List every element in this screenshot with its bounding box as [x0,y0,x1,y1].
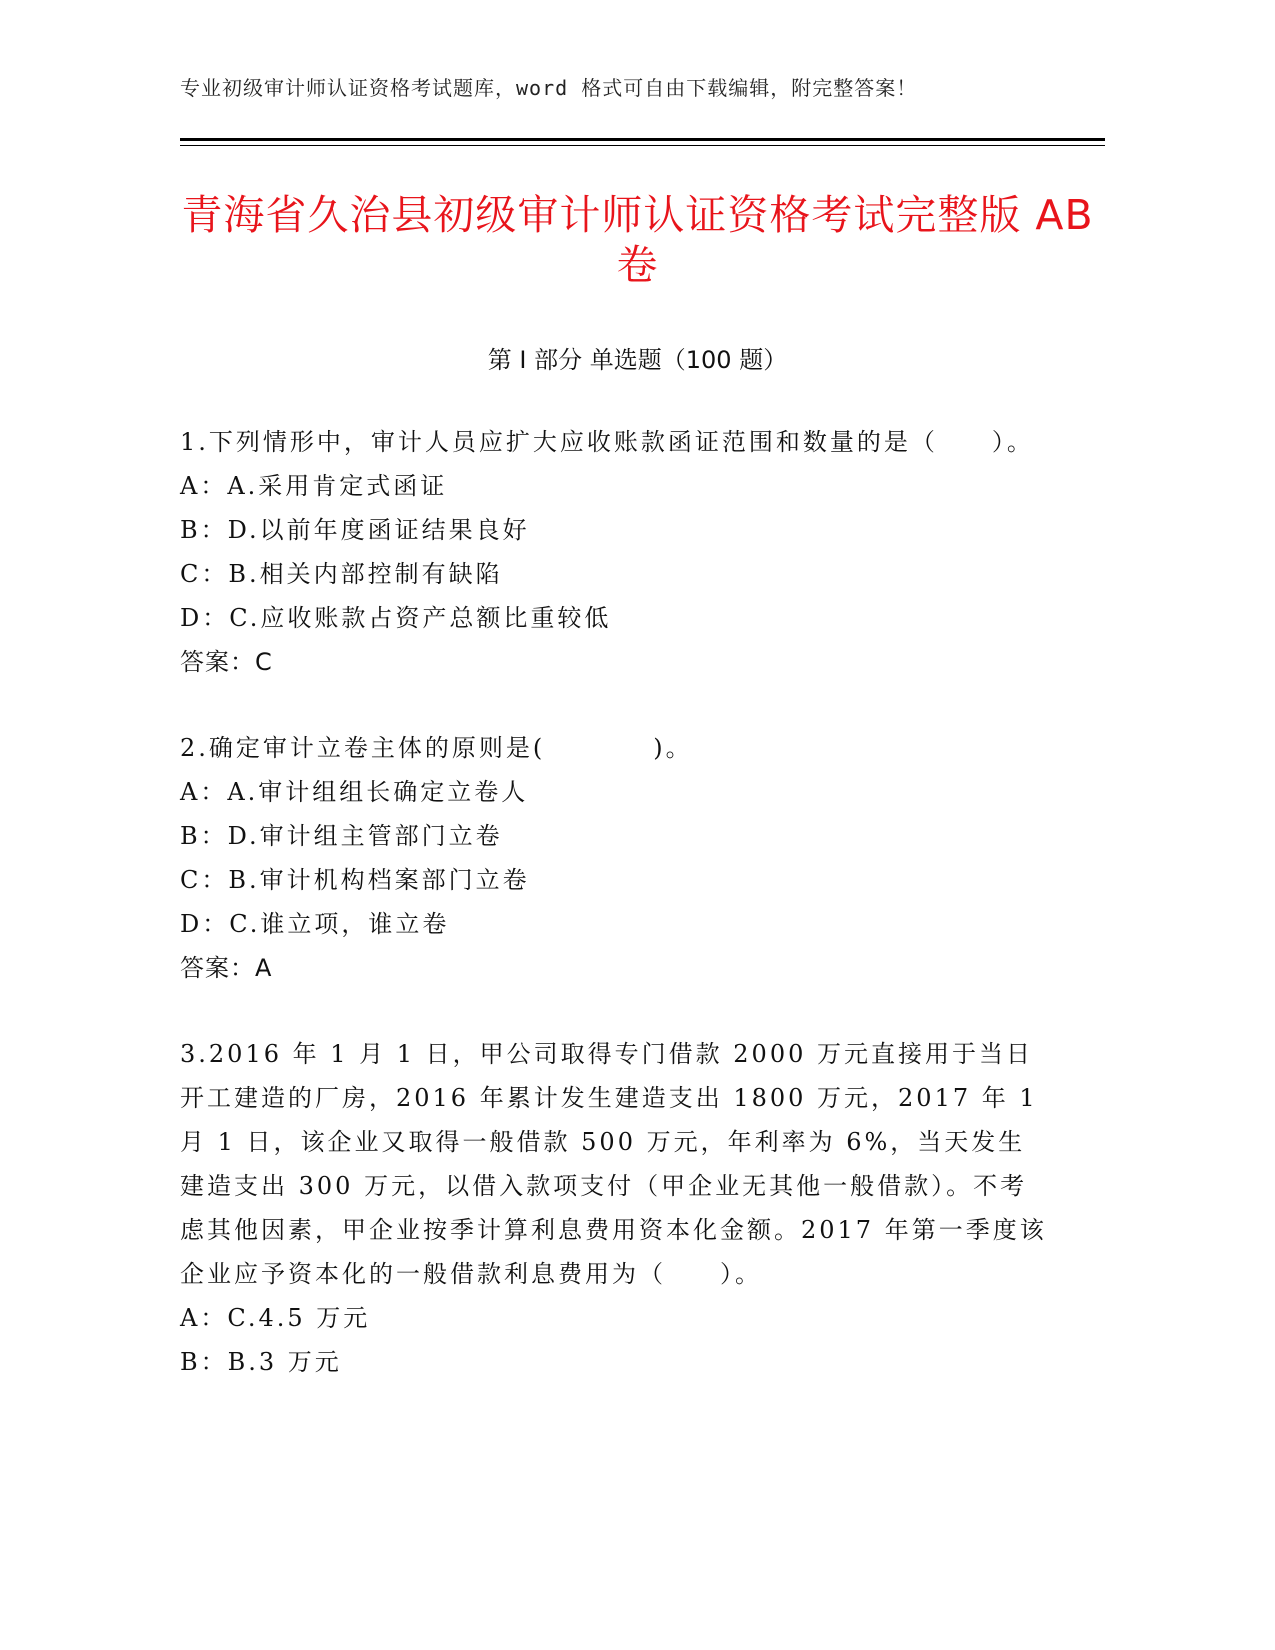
header-rule-thin [180,145,1105,146]
option-a: A：A.审计组组长确定立卷人 [180,778,529,806]
option-d: D：C.谁立项，谁立卷 [180,910,450,938]
question-3 [180,1032,1050,1384]
question-text: 2.确定审计立卷主体的原则是( )。 [180,734,693,762]
question-2 [180,726,1050,990]
section-title: 第 I 部分 单选题（100 题） [487,346,788,374]
answer: 答案：C [180,648,273,676]
option-a: A：C.4.5 万元 [180,1304,371,1332]
header-note: 专业初级审计师认证资格考试题库，word 格式可自由下载编辑，附完整答案！ [180,76,918,100]
header-rule-thick [180,138,1105,141]
question-text: 1.下列情形中，审计人员应扩大应收账款函证范围和数量的是（ ）。 [180,428,1034,456]
option-c: C：B.审计机构档案部门立卷 [180,866,530,894]
option-b: B：D.审计组主管部门立卷 [180,822,503,850]
answer: 答案：A [180,954,273,982]
question-list [180,420,1050,1426]
document-title: 青海省久治县初级审计师认证资格考试完整版 AB 卷 [181,191,1094,289]
option-b: B：B.3 万元 [180,1348,342,1376]
option-a: A：A.采用肯定式函证 [180,472,448,500]
question-1 [180,420,1050,684]
question-text: 3.2016 年 1 月 1 日，甲公司取得专门借款 2000 万元直接用于当日开工建造的厂房，2016 年累计发生建造支出 1800 万元，2017 年 1 月 1 日，该企业又取得一般借款 500 万元，年利率为 6%，当天发生建造支出 300 万元，以借入款项支付（甲企业无其他一般借款）。不考虑其他因素，甲企业按季计算利息费用资本化金额。2017 年第一季度该企业应予资本化的一般借款利息费用为（ ）。 [180,1040,1047,1288]
option-b: B：D.以前年度函证结果良好 [180,516,530,544]
option-c: C：B.相关内部控制有缺陷 [180,560,503,588]
option-d: D：C.应收账款占资产总额比重较低 [180,604,612,632]
